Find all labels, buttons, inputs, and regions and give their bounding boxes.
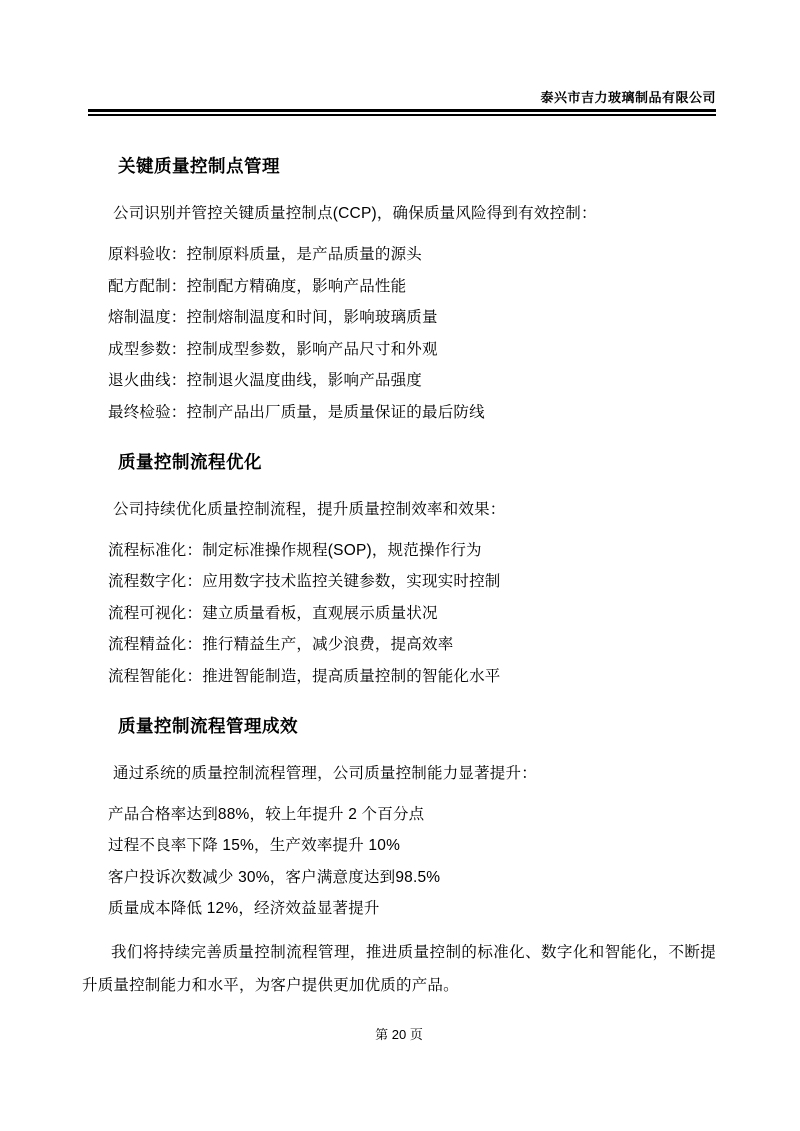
section-item-list [82,535,716,693]
page-number: 第 20 页 [375,1026,423,1042]
detail-line: 退火曲线：控制退火温度曲线，影响产品强度 [108,372,423,390]
detail-line: 客户投诉次数减少 30%，客户满意度达到98.5% [108,868,441,886]
detail-line: 配方配制：控制配方精确度，影响产品性能 [108,277,407,295]
section-item-list [82,239,716,429]
section-item-list [82,799,716,925]
detail-line: 产品合格率达到88%，较上年提升 2 个百分点 [108,805,425,823]
detail-line: 流程可视化：建立质量看板，直观展示质量状况 [108,604,438,622]
detail-line: 质量成本降低 12%，经济效益显著提升 [108,900,380,918]
section-heading: 关键质量控制点管理 [118,156,280,176]
header-divider [88,109,716,116]
detail-line: 原料验收：控制原料质量，是产品质量的源头 [108,246,423,263]
detail-line: 最终检验：控制产品出厂质量，是质量保证的最后防线 [108,403,485,421]
page-header [82,0,716,116]
detail-line: 流程精益化：推行精益生产，减少浪费，提高效率 [108,636,454,654]
section-intro: 公司持续优化质量控制流程，提升质量控制效率和效果： [113,500,506,518]
section-intro: 公司识别并管控关键质量控制点(CCP)，确保质量风险得到有效控制： [113,205,597,222]
company-name: 泰兴市吉力玻璃制品有限公司 [540,90,716,105]
section-heading: 质量控制流程管理成效 [118,715,298,736]
detail-line: 成型参数：控制成型参数，影响产品尺寸和外观 [108,340,438,358]
page-footer [82,1026,716,1044]
section-critical-control-points [82,156,716,429]
detail-line: 熔制温度：控制熔制温度和时间，影响玻璃质量 [108,309,438,327]
document-body [82,156,716,1002]
section-management-results [82,716,716,925]
detail-line: 流程智能化：推进智能制造，提高质量控制的智能化水平 [108,667,501,685]
section-process-optimization [82,452,716,693]
detail-line: 过程不良率下降 15%，生产效率提升 10% [108,837,401,855]
closing-paragraph: 我们将持续完善质量控制流程管理，推进质量控制的标准化、数字化和智能化，不断提升质量控制能力和水平，为客户提供更加优质的产品。 [82,943,716,994]
section-heading: 质量控制流程优化 [118,451,262,472]
detail-line: 流程数字化：应用数字技术监控关键参数，实现实时控制 [108,573,501,591]
section-intro: 通过系统的质量控制流程管理，公司质量控制能力显著提升： [113,764,537,782]
detail-line: 流程标准化：制定标准操作规程(SOP)，规范操作行为 [108,541,482,559]
